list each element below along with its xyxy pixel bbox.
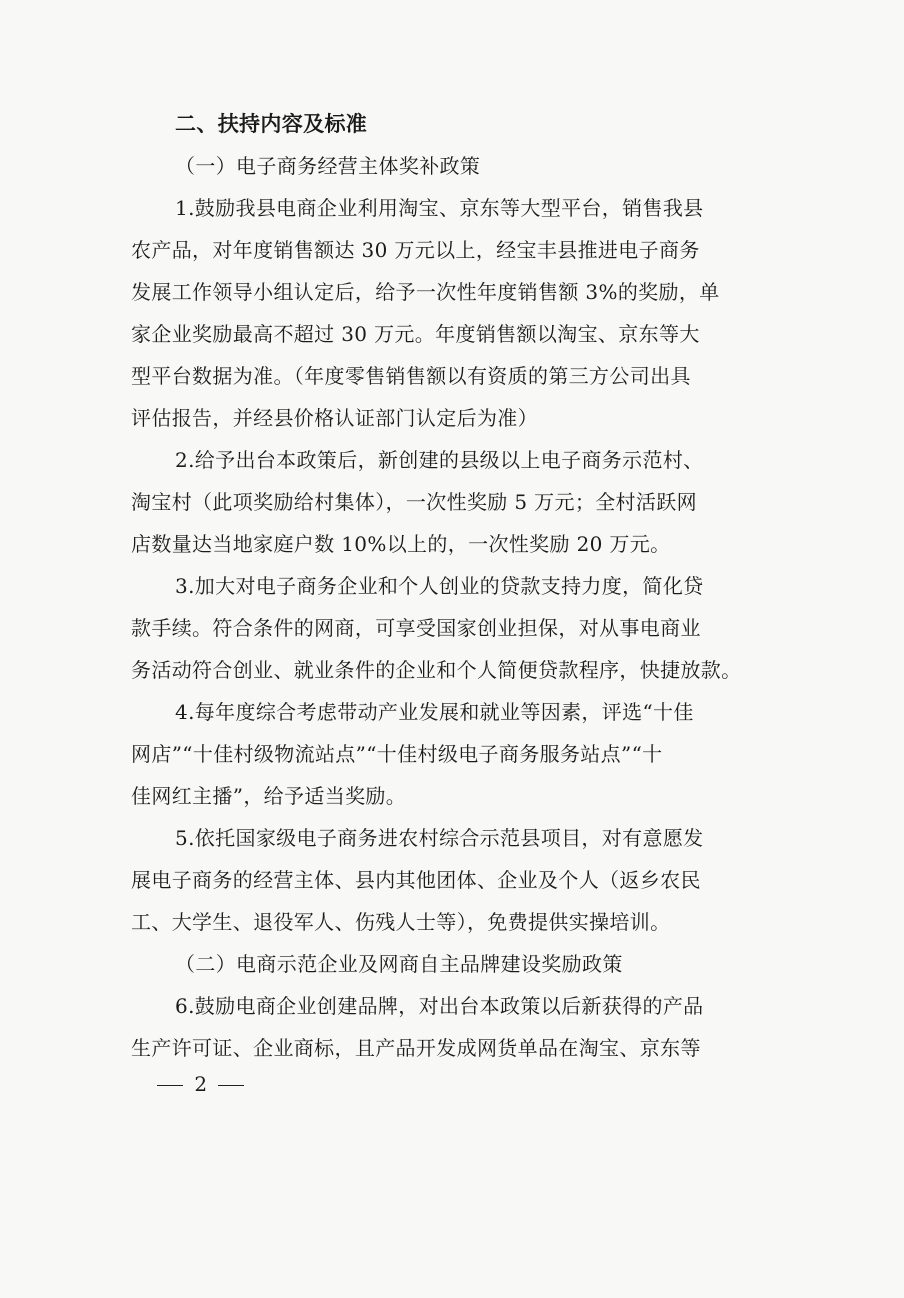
para3-line-1: 3.加大对电子商务企业和个人创业的贷款支持力度，简化贷: [175, 574, 704, 598]
para1-line-6: 评估报告，并经县价格认证部门认定后为准）: [131, 406, 538, 430]
subheading-2: （二）电商示范企业及网商自主品牌建设奖励政策: [175, 952, 623, 976]
dash-left: [157, 1085, 183, 1086]
para3-line-2: 款手续。符合条件的网商，可享受国家创业担保，对从事电商业: [131, 616, 701, 640]
para2-line-1: 2.给予出台本政策后，新创建的县级以上电子商务示范村、: [175, 448, 704, 472]
para5-line-3: 工、大学生、退役军人、伤残人士等），免费提供实操培训。: [131, 910, 671, 934]
page-number-footer: [157, 1072, 244, 1096]
para1-line-3: 发展工作领导小组认定后，给予一次性年度销售额 3%的奖励，单: [131, 280, 720, 304]
para6-line-1: 6.鼓励电商企业创建品牌，对出台本政策以后新获得的产品: [175, 994, 704, 1018]
subheading-1: （一）电子商务经营主体奖补政策: [175, 154, 481, 178]
para3-line-3: 务活动符合创业、就业条件的企业和个人简便贷款程序，快捷放款。: [131, 658, 742, 682]
dash-right: [218, 1085, 244, 1086]
para4-line-3: 佳网红主播”，给予适当奖励。: [131, 784, 407, 808]
para4-line-2: 网店”“十佳村级物流站点”“十佳村级电子商务服务站点”“十: [131, 742, 663, 766]
para1-line-4: 家企业奖励最高不超过 30 万元。年度销售额以淘宝、京东等大: [131, 322, 700, 346]
para1-line-2: 农产品，对年度销售额达 30 万元以上，经宝丰县推进电子商务: [131, 238, 700, 262]
para1-line-1: 1.鼓励我县电商企业利用淘宝、京东等大型平台，销售我县: [175, 196, 704, 220]
para5-line-2: 展电子商务的经营主体、县内其他团体、企业及个人（返乡农民: [131, 868, 701, 892]
para4-line-1: 4.每年度综合考虑带动产业发展和就业等因素，评选“十佳: [175, 700, 694, 724]
para2-line-3: 店数量达当地家庭户数 10%以上的，一次性奖励 20 万元。: [131, 532, 671, 556]
section-heading: 二、扶持内容及标准: [175, 112, 368, 136]
page-number: 2: [194, 1072, 208, 1096]
para1-line-5: 型平台数据为准。（年度零售销售额以有资质的第三方公司出具: [131, 364, 691, 388]
para5-line-1: 5.依托国家级电子商务进农村综合示范县项目，对有意愿发: [175, 826, 704, 850]
para2-line-2: 淘宝村（此项奖励给村集体），一次性奖励 5 万元；全村活跃网: [131, 490, 697, 514]
para6-line-2: 生产许可证、企业商标，且产品开发成网货单品在淘宝、京东等: [131, 1036, 701, 1060]
